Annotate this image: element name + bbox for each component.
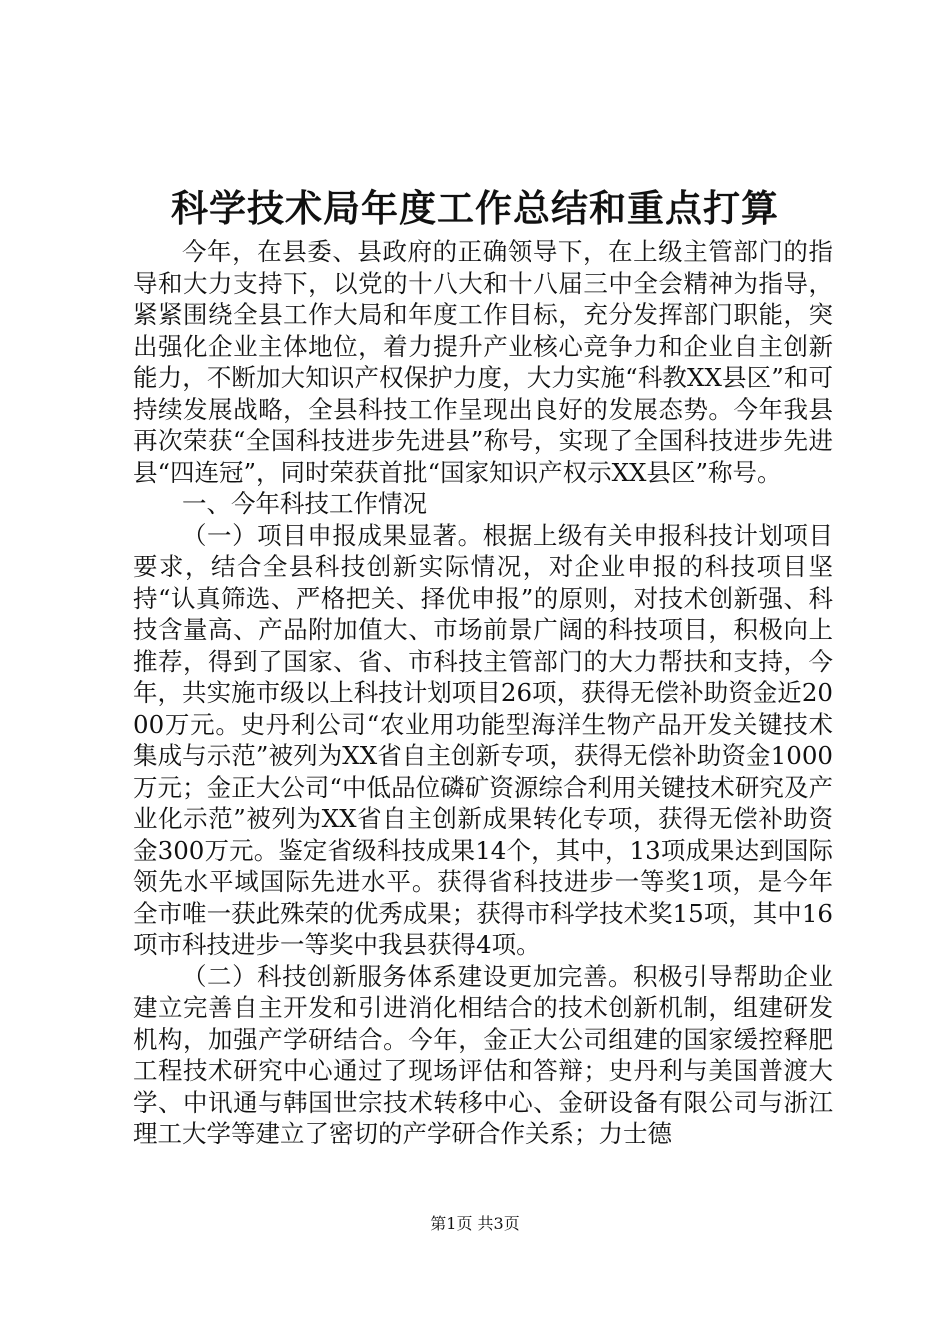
document-body (133, 236, 833, 1150)
section-heading: 一、今年科技工作情况 (182, 489, 427, 518)
paragraph-projects: （一）项目申报成果显著。根据上级有关申报科技计划项目要求，结合全县科技创新实际情况，对企业申报的科技项目坚持“认真筛选、严格把关、择优申报”的原则，对技术创新强、科技含量高、产品附加值大、市场前景广阔的科技项目，积极向上推荐，得到了国家、省、市科技主管部门的大力帮扶和支持，今年，共实施市级以上科技计划项目26项，获得无偿补助资金近2000万元。史丹利公司“农业用功能型海洋生物产品开发关键技术集成与示范”被列为XX省自主创新专项，获得无偿补助资金1000万元；金正大公司“中低品位磷矿资源综合利用关键技术研究及产业化示范”被列为XX省自主创新成果转化专项，获得无偿补助资金300万元。鉴定省级科技成果14个，其中，13项成果达到国际领先水平域国际先进水平。获得省科技进步一等奖1项，是今年全市唯一获此殊荣的优秀成果；获得市科学技术奖15项，其中16项市科技进步一等奖中我县获得4项。 (133, 520, 833, 959)
page-footer: 第1页 共3页 (430, 1214, 520, 1233)
paragraph-intro: 今年，在县委、县政府的正确领导下，在上级主管部门的指导和大力支持下，以党的十八大和十八届三中全会精神为指导，紧紧围绕全县工作大局和年度工作目标，充分发挥部门职能，突出强化企业主体地位，着力提升产业核心竞争力和企业自主创新能力，不断加大知识产权保护力度，大力实施“科教XX县区”和可持续发展战略，全县科技工作呈现出良好的发展态势。今年我县再次荣获“全国科技进步先进县”称号，实现了全国科技进步先进县“四连冠”，同时荣获首批“国家知识产权示XX县区”称号。 (133, 237, 833, 487)
paragraph-innovation: （二）科技创新服务体系建设更加完善。积极引导帮助企业建立完善自主开发和引进消化相结合的技术创新机制，组建研发机构，加强产学研结合。今年，金正大公司组建的国家缓控释肥工程技术研究中心通过了现场评估和答辩；史丹利与美国普渡大学、中讯通与韩国世宗技术转移中心、金研设备有限公司与浙江理工大学等建立了密切的产学研合作关系；力士德 (133, 961, 833, 1148)
document-title: 科学技术局年度工作总结和重点打算 (171, 186, 779, 230)
